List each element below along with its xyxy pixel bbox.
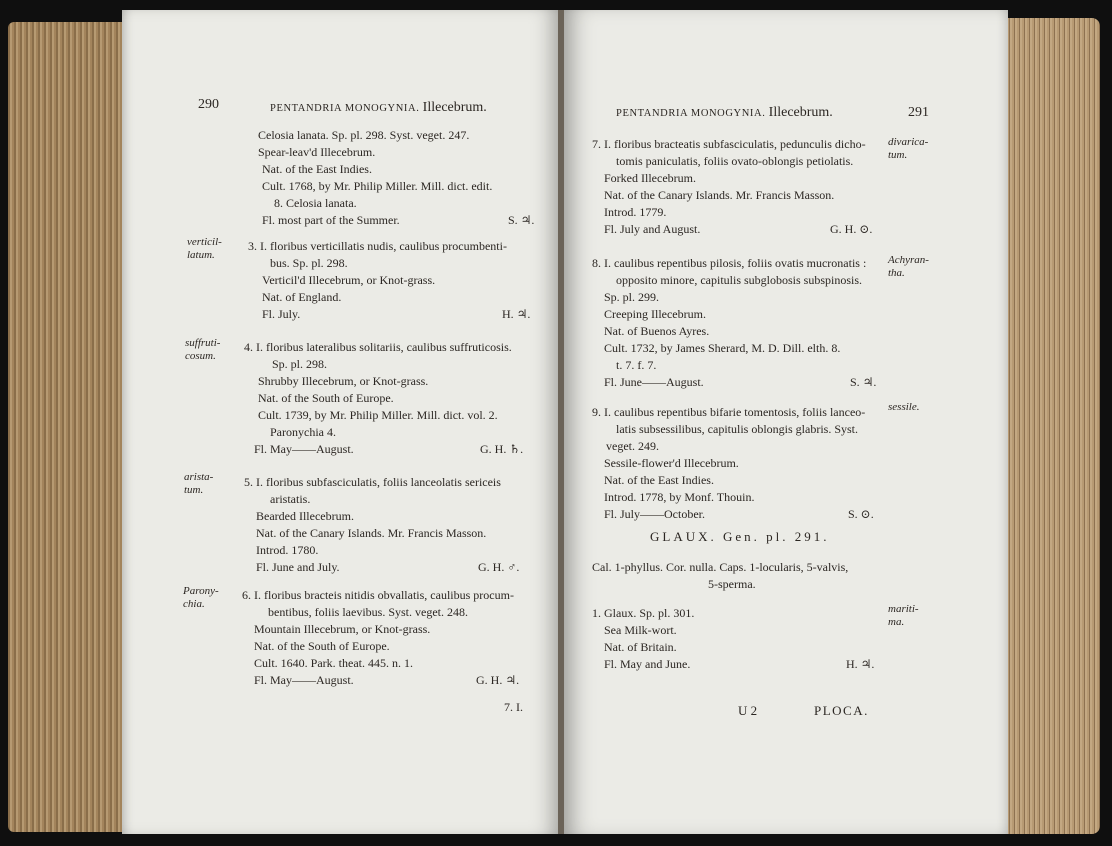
text-line: Forked Illecebrum. bbox=[604, 171, 696, 185]
text-line: bentibus, foliis laevibus. Syst. veget. 248. bbox=[268, 605, 468, 619]
text-line: 5-sperma. bbox=[708, 577, 756, 591]
margin-note: Parony- chia. bbox=[183, 585, 219, 610]
text-line: bus. Sp. pl. 298. bbox=[270, 256, 348, 270]
text-line: 6. I. floribus bracteis nitidis obvallatis, caulibus procum- bbox=[242, 588, 514, 602]
text-line: H. ♃. bbox=[502, 307, 531, 321]
text-line: Nat. of Buenos Ayres. bbox=[604, 324, 710, 338]
catchword: PLOCA. bbox=[814, 703, 869, 718]
text-line: tomis paniculatis, foliis ovato-oblongis petiolatis. bbox=[616, 154, 854, 168]
text-line: H. ♃. bbox=[846, 657, 875, 671]
text-line: 8. Celosia lanata. bbox=[274, 196, 357, 210]
left-page-edges bbox=[8, 22, 126, 832]
right-running-head-genus: Illecebrum. bbox=[768, 105, 833, 120]
text-line: Sp. pl. 298. bbox=[272, 357, 328, 371]
margin-note: mariti- ma. bbox=[888, 603, 919, 628]
text-line: latis subsessilibus, capitulis oblongis glabris. Syst. bbox=[616, 422, 859, 436]
text-line: Nat. of the South of Europe. bbox=[258, 391, 394, 405]
text-line: 9. I. caulibus repentibus bifarie tomentosis, foliis lanceo- bbox=[592, 405, 866, 419]
text-line: Nat. of the South of Europe. bbox=[254, 639, 390, 653]
margin-note: arista- tum. bbox=[184, 471, 214, 496]
text-line: Introd. 1779. bbox=[604, 205, 667, 219]
text-line: opposito minore, capitulis subglobosis subspinosis. bbox=[616, 273, 863, 287]
text-line: Nat. of the East Indies. bbox=[262, 162, 372, 176]
text-line: Paronychia 4. bbox=[270, 425, 336, 439]
text-line: Fl. July and August. bbox=[604, 222, 701, 236]
left-running-head: PENTANDRIA MONOGYNIA. Illecebrum. bbox=[270, 100, 487, 115]
open-book bbox=[6, 10, 1106, 836]
left-page-number: 290 bbox=[198, 97, 219, 112]
text-line: Nat. of Britain. bbox=[604, 640, 677, 654]
margin-note: verticil- latum. bbox=[187, 236, 222, 261]
text-line: G. H. ♃. bbox=[476, 673, 520, 687]
text-line: veget. 249. bbox=[606, 439, 659, 453]
margin-note: sessile. bbox=[888, 401, 920, 413]
genus-heading-glaux: GLAUX. Gen. pl. 291. bbox=[650, 529, 830, 544]
text-line: S. ⊙. bbox=[848, 507, 874, 521]
text-line: Creeping Illecebrum. bbox=[604, 307, 706, 321]
text-line: Fl. June——August. bbox=[604, 375, 704, 389]
text-line: Spear-leav'd Illecebrum. bbox=[258, 145, 376, 159]
text-line: S. ♃. bbox=[508, 213, 535, 227]
text-line: Fl. May and June. bbox=[604, 657, 691, 671]
margin-note: Achyran- tha. bbox=[888, 254, 929, 279]
text-line: Fl. most part of the Summer. bbox=[262, 213, 400, 227]
text-line: Cal. 1-phyllus. Cor. nulla. Caps. 1-locularis, 5-valvis, bbox=[592, 560, 849, 574]
text-line: G. H. ♂. bbox=[478, 560, 520, 574]
text-line: Cult. 1768, by Mr. Philip Miller. Mill. dict. edit. bbox=[262, 179, 493, 193]
text-line: Mountain Illecebrum, or Knot-grass. bbox=[254, 622, 431, 636]
text-line: Introd. 1778, by Monf. Thouin. bbox=[604, 490, 755, 504]
text-line: Fl. July——October. bbox=[604, 507, 705, 521]
book-gutter bbox=[558, 10, 564, 834]
text-line: S. ♃. bbox=[850, 375, 877, 389]
text-line: Sea Milk-wort. bbox=[604, 623, 677, 637]
text-line: 5. I. floribus subfasciculatis, foliis lanceolatis sericeis bbox=[244, 475, 501, 489]
text-line: Sessile-flower'd Illecebrum. bbox=[604, 456, 739, 470]
right-running-head: PENTANDRIA MONOGYNIA. Illecebrum. bbox=[616, 105, 833, 120]
text-line: Cult. 1640. Park. theat. 445. n. 1. bbox=[254, 656, 413, 670]
text-line: Nat. of the Canary Islands. Mr. Francis Masson. bbox=[256, 526, 487, 540]
text-line: Introd. 1780. bbox=[256, 543, 319, 557]
text-line: Fl. July. bbox=[262, 307, 301, 321]
right-page-number: 291 bbox=[908, 105, 929, 120]
text-line: Celosia lanata. Sp. pl. 298. Syst. veget. 247. bbox=[258, 128, 470, 142]
text-line: Cult. 1739, by Mr. Philip Miller. Mill. dict. vol. 2. bbox=[258, 408, 498, 422]
text-line: aristatis. bbox=[270, 492, 311, 506]
right-page-edges bbox=[1002, 18, 1100, 834]
text-line: 7. I. floribus bracteatis subfasciculatis, pedunculis dicho- bbox=[592, 137, 866, 151]
text-line: Nat. of England. bbox=[262, 290, 342, 304]
text-line: t. 7. f. 7. bbox=[616, 358, 657, 372]
text-line: G. H. ⊙. bbox=[830, 222, 873, 236]
text-line: 1. Glaux. Sp. pl. 301. bbox=[592, 606, 695, 620]
text-line: 3. I. floribus verticillatis nudis, caulibus procumbenti- bbox=[248, 239, 507, 253]
text-line: Shrubby Illecebrum, or Knot-grass. bbox=[258, 374, 429, 388]
text-line: G. H. ♄. bbox=[480, 442, 524, 456]
text-line: Nat. of the East Indies. bbox=[604, 473, 714, 487]
text-line: Fl. June and July. bbox=[256, 560, 340, 574]
margin-note: divarica- tum. bbox=[888, 136, 929, 161]
text-line: Fl. May——August. bbox=[254, 442, 354, 456]
text-line: Bearded Illecebrum. bbox=[256, 509, 354, 523]
text-line: Verticil'd Illecebrum, or Knot-grass. bbox=[262, 273, 436, 287]
text-line: Nat. of the Canary Islands. Mr. Francis Masson. bbox=[604, 188, 835, 202]
text-line: 4. I. floribus lateralibus solitariis, caulibus suffruticosis. bbox=[244, 340, 512, 354]
left-running-head-genus: Illecebrum. bbox=[422, 100, 487, 115]
text-line: 7. I. bbox=[504, 700, 523, 714]
text-line: Fl. May——August. bbox=[254, 673, 354, 687]
margin-note: suffruti- cosum. bbox=[185, 337, 221, 362]
text-line: Sp. pl. 299. bbox=[604, 290, 660, 304]
text-line: 8. I. caulibus repentibus pilosis, foliis ovatis mucronatis : bbox=[592, 256, 867, 270]
signature-mark: U 2 bbox=[738, 703, 758, 718]
text-line: Cult. 1732, by James Sherard, M. D. Dill. elth. 8. bbox=[604, 341, 841, 355]
